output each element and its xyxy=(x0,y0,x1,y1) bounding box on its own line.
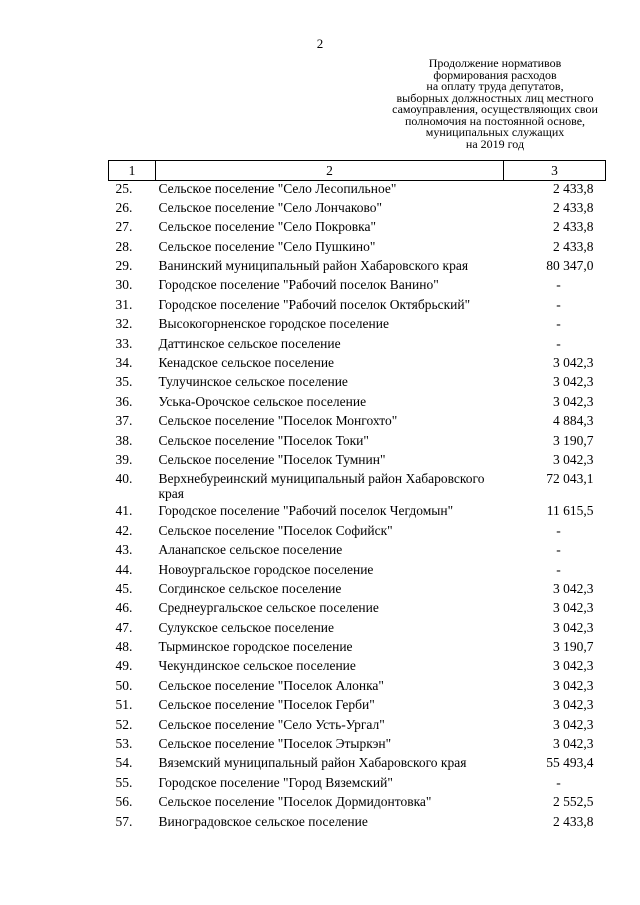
municipality-name: Сельское поселение "Поселок Монгохто" xyxy=(158,413,398,429)
row-number: 52. xyxy=(115,716,133,732)
municipality-name: Сельское поселение "Село Лесопильное" xyxy=(158,181,397,196)
row-number: 49. xyxy=(115,658,133,674)
table-row xyxy=(109,581,606,600)
header-line: формирования расходов xyxy=(433,67,557,82)
table-row xyxy=(109,523,606,542)
table-body xyxy=(109,181,606,834)
row-number: 41. xyxy=(115,503,133,519)
municipality-name: Сельское поселение "Поселок Этыркэн" xyxy=(158,736,392,752)
row-number: 40. xyxy=(115,471,133,487)
norm-value: 3 042,3 xyxy=(553,600,594,616)
norm-value: 3 042,3 xyxy=(553,716,594,732)
municipality-name: Чекундинское сельское поселение xyxy=(158,658,356,674)
row-number: 57. xyxy=(115,813,133,829)
table-row xyxy=(109,433,606,452)
table-row xyxy=(109,181,606,200)
municipality-name: Тырминское городское поселение xyxy=(158,639,353,655)
table-row xyxy=(109,717,606,736)
norm-value: 3 042,3 xyxy=(553,697,594,713)
norm-value: 55 493,4 xyxy=(546,755,594,771)
norm-value: 3 042,3 xyxy=(553,677,594,693)
municipality-name: Сельское поселение "Село Усть-Ургал" xyxy=(158,716,385,732)
norm-value: - xyxy=(556,542,561,558)
table-row xyxy=(109,678,606,697)
municipality-name: Кенадское сельское поселение xyxy=(158,355,335,371)
table-row xyxy=(109,219,606,238)
row-number: 30. xyxy=(115,277,133,293)
row-number: 42. xyxy=(115,522,133,538)
municipality-name: Высокогорненское городское поселение xyxy=(158,316,389,332)
table-row xyxy=(109,277,606,296)
table-row xyxy=(109,755,606,774)
row-number: 45. xyxy=(115,580,133,596)
row-number: 29. xyxy=(115,258,133,274)
header-line: полномочия на постоянной основе, xyxy=(404,113,586,128)
municipality-name: Сельское поселение "Поселок Алонка" xyxy=(158,677,384,693)
norm-value: 11 615,5 xyxy=(546,503,594,519)
row-number: 38. xyxy=(115,432,133,448)
table-row xyxy=(109,658,606,677)
municipality-name: Сельское поселение "Поселок Тумнин" xyxy=(158,451,386,467)
row-number: 46. xyxy=(115,600,133,616)
municipality-name: Согдинское сельское поселение xyxy=(158,580,342,596)
row-number: 36. xyxy=(115,393,133,409)
municipality-name: Сельское поселение "Село Покровка" xyxy=(158,219,377,235)
norm-value: - xyxy=(556,316,561,332)
row-number: 53. xyxy=(115,736,133,752)
header-line: выборных должностных лиц местного xyxy=(396,90,594,105)
municipality-name: Городское поселение "Рабочий поселок Ванино" xyxy=(158,277,439,293)
norm-value: - xyxy=(556,774,561,790)
row-number: 50. xyxy=(115,677,133,693)
municipality-name: Вяземский муниципальный район Хабаровского края xyxy=(158,755,467,771)
municipality-name: Верхнебуреинский муниципальный район Хабаровского края xyxy=(158,471,485,502)
municipality-name: Новоургальское городское поселение xyxy=(158,561,374,577)
table-header-row xyxy=(109,161,606,181)
table-row xyxy=(109,620,606,639)
norm-value: 3 190,7 xyxy=(553,432,594,448)
row-number: 28. xyxy=(115,238,133,254)
norm-value: 3 042,3 xyxy=(553,451,594,467)
row-number: 33. xyxy=(115,335,133,351)
row-number: 26. xyxy=(115,199,133,215)
table-row xyxy=(109,394,606,413)
table-row xyxy=(109,239,606,258)
table-row xyxy=(109,736,606,755)
norm-value: 2 433,8 xyxy=(553,219,594,235)
row-number: 51. xyxy=(115,697,133,713)
table-row xyxy=(109,639,606,658)
column-header-name: 2 xyxy=(156,161,504,181)
norm-value: - xyxy=(556,561,561,577)
norm-value: 2 433,8 xyxy=(553,199,594,215)
row-number: 56. xyxy=(115,794,133,810)
table-row xyxy=(109,600,606,619)
page-number: 2 xyxy=(316,36,324,51)
norm-value: 80 347,0 xyxy=(546,258,594,274)
municipality-name: Сельское поселение "Поселок Токи" xyxy=(158,432,369,448)
norm-value: 2 433,8 xyxy=(553,813,594,829)
municipality-name: Уська-Орочское сельское поселение xyxy=(158,393,367,409)
municipality-name: Сельское поселение "Поселок Герби" xyxy=(158,697,375,713)
municipality-name: Даттинское сельское поселение xyxy=(158,335,341,351)
norm-value: 2 552,5 xyxy=(553,794,594,810)
table-row xyxy=(109,336,606,355)
table-row xyxy=(109,297,606,316)
header-line: на 2019 год xyxy=(465,136,525,151)
norm-value: 2 433,8 xyxy=(553,238,594,254)
municipality-name: Аланапское сельское поселение xyxy=(158,542,343,558)
header-line: Продолжение нормативов xyxy=(428,56,562,70)
column-header-number: 1 xyxy=(109,161,156,181)
row-number: 43. xyxy=(115,542,133,558)
table-row xyxy=(109,775,606,794)
table-row xyxy=(109,794,606,813)
table-row xyxy=(109,814,606,833)
municipality-name: Виноградовское сельское поселение xyxy=(158,813,368,829)
norm-value: 3 190,7 xyxy=(553,639,594,655)
row-number: 27. xyxy=(115,219,133,235)
table-row xyxy=(109,355,606,374)
row-number: 32. xyxy=(115,316,133,332)
row-number: 31. xyxy=(115,296,133,312)
municipality-name: Сельское поселение "Поселок Дормидонтовка" xyxy=(158,794,432,810)
row-number: 44. xyxy=(115,561,133,577)
row-number: 34. xyxy=(115,355,133,371)
norm-value: - xyxy=(556,335,561,351)
norm-value: - xyxy=(556,296,561,312)
municipality-name: Среднеургальское сельское поселение xyxy=(158,600,379,616)
header-line: муниципальных служащих xyxy=(425,125,565,139)
row-number: 47. xyxy=(115,619,133,635)
municipality-name: Сельское поселение "Поселок Софийск" xyxy=(158,522,393,538)
norm-value: 2 433,8 xyxy=(553,181,594,196)
table-row xyxy=(109,413,606,432)
header-line: самоуправления, осуществляющих свои xyxy=(392,102,598,116)
municipality-name: Городское поселение "Рабочий поселок Чегдомын" xyxy=(158,503,454,519)
table-row xyxy=(109,258,606,277)
norm-value: 3 042,3 xyxy=(553,393,594,409)
column-header-value: 3 xyxy=(504,161,606,181)
norm-value: 3 042,3 xyxy=(553,619,594,635)
norm-value: 4 884,3 xyxy=(553,413,594,429)
table-row xyxy=(109,503,606,522)
row-number: 54. xyxy=(115,755,133,771)
municipality-name: Сельское поселение "Село Пушкино" xyxy=(158,238,376,254)
norm-value: 3 042,3 xyxy=(553,355,594,371)
table-row xyxy=(109,452,606,471)
document-continuation-header xyxy=(370,58,620,150)
table-row xyxy=(109,697,606,716)
table-row xyxy=(109,200,606,219)
municipality-name: Сулукское сельское поселение xyxy=(158,619,334,635)
norm-value: - xyxy=(556,522,561,538)
table-row xyxy=(109,562,606,581)
norm-value: - xyxy=(556,277,561,293)
table-row xyxy=(109,471,606,503)
norm-value: 3 042,3 xyxy=(553,580,594,596)
row-number: 39. xyxy=(115,451,133,467)
norms-table xyxy=(108,160,606,833)
row-number: 55. xyxy=(115,774,133,790)
municipality-name: Городское поселение "Город Вяземский" xyxy=(158,774,393,790)
header-line: на оплату труда депутатов, xyxy=(426,79,564,93)
municipality-name: Тулучинское сельское поселение xyxy=(158,374,348,390)
row-number: 37. xyxy=(115,413,133,429)
row-number: 35. xyxy=(115,374,133,390)
municipality-name: Сельское поселение "Село Лончаково" xyxy=(158,199,382,215)
norm-value: 3 042,3 xyxy=(553,658,594,674)
row-number: 25. xyxy=(115,181,133,196)
norm-value: 3 042,3 xyxy=(553,374,594,390)
table-row xyxy=(109,542,606,561)
norm-value: 3 042,3 xyxy=(553,736,594,752)
row-number: 48. xyxy=(115,639,133,655)
table-row xyxy=(109,316,606,335)
table-row xyxy=(109,374,606,393)
norm-value: 72 043,1 xyxy=(546,471,594,487)
municipality-name: Городское поселение "Рабочий поселок Октябрьский" xyxy=(158,296,471,312)
municipality-name: Ванинский муниципальный район Хабаровского края xyxy=(158,258,469,274)
